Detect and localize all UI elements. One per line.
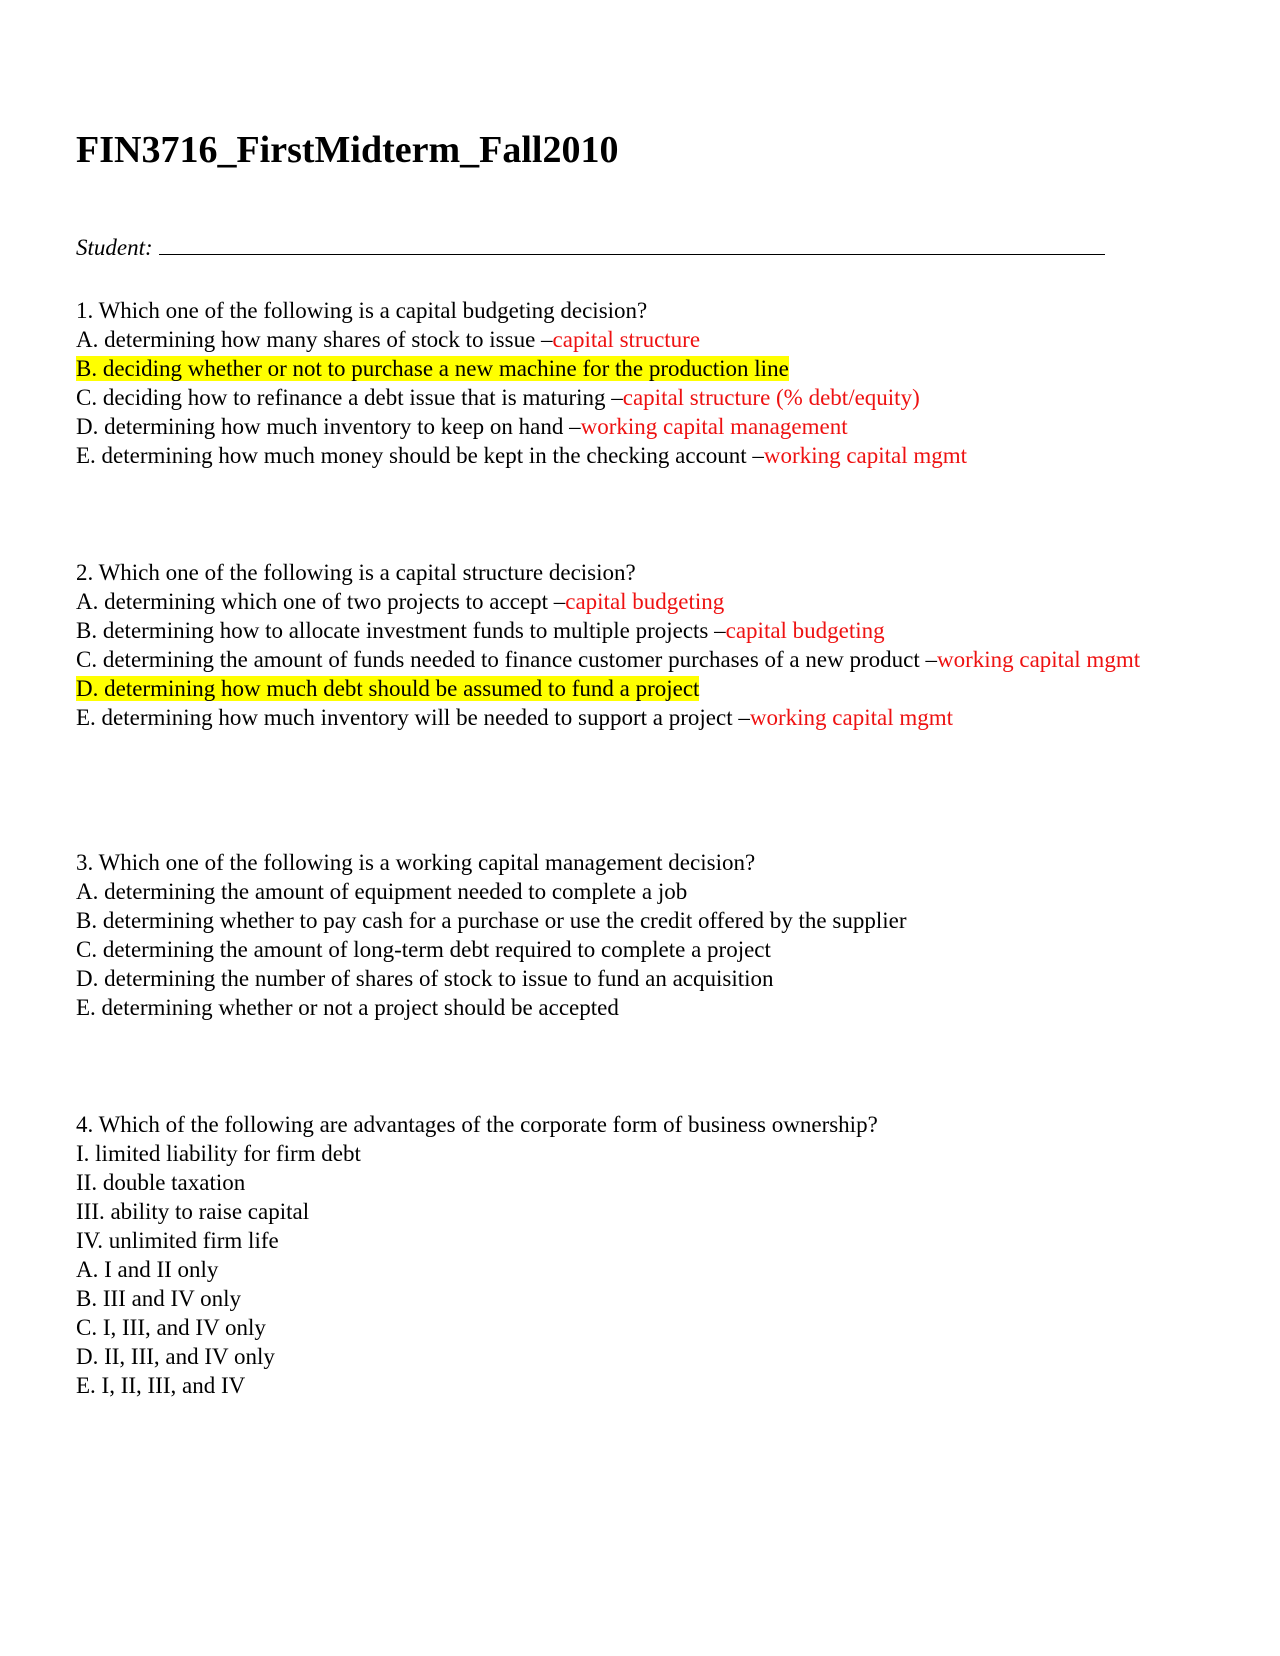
document-title: FIN3716_FirstMidterm_Fall2010 <box>76 129 619 171</box>
answer-annotation: capital structure <box>552 327 701 352</box>
answer-annotation: capital structure (% debt/equity) <box>622 385 920 410</box>
question-3 <box>76 848 1216 1022</box>
answer-option <box>76 412 1216 441</box>
answer-option <box>76 587 1216 616</box>
student-name-blank <box>159 232 1105 255</box>
statement: III. ability to raise capital <box>76 1199 310 1224</box>
option-text: D. determining how much inventory to keep on hand – <box>76 414 581 439</box>
answer-option: E. determining whether or not a project should be accepted <box>76 995 619 1020</box>
answer-option: C. I, III, and IV only <box>76 1315 266 1340</box>
question-stem: 2. Which one of the following is a capital structure decision? <box>76 560 636 585</box>
answer-annotation: capital budgeting <box>725 618 885 643</box>
answer-annotation: working capital management <box>580 414 848 439</box>
option-text: A. determining which one of two projects to accept – <box>76 589 566 614</box>
answer-option <box>76 645 1216 674</box>
statement: II. double taxation <box>76 1170 246 1195</box>
statement: I. limited liability for firm debt <box>76 1141 361 1166</box>
statement: IV. unlimited firm life <box>76 1228 279 1253</box>
answer-option <box>76 441 1216 470</box>
option-text: E. determining how much money should be kept in the checking account – <box>76 443 764 468</box>
question-stem: 1. Which one of the following is a capital budgeting decision? <box>76 298 648 323</box>
answer-option: D. II, III, and IV only <box>76 1344 275 1369</box>
answer-option: B. III and IV only <box>76 1286 242 1311</box>
answer-option <box>76 383 1216 412</box>
answer-option <box>76 703 1216 732</box>
student-name-line <box>76 232 1105 262</box>
answer-annotation: capital budgeting <box>565 589 725 614</box>
option-text: E. determining how much inventory will be needed to support a project – <box>76 705 750 730</box>
question-stem: 3. Which one of the following is a working capital management decision? <box>76 850 756 875</box>
answer-option: B. determining whether to pay cash for a purchase or use the credit offered by the supplier <box>76 908 907 933</box>
question-4 <box>76 1110 1216 1400</box>
option-text: A. determining how many shares of stock to issue – <box>76 327 553 352</box>
answer-annotation: working capital mgmt <box>763 443 968 468</box>
question-1 <box>76 296 1216 470</box>
option-text: C. determining the amount of funds needed to finance customer purchases of a new product – <box>76 647 937 672</box>
student-label: Student: <box>76 235 153 260</box>
answer-option <box>76 616 1216 645</box>
answer-option: E. I, II, III, and IV <box>76 1373 246 1398</box>
answer-option: D. determining the number of shares of stock to issue to fund an acquisition <box>76 966 774 991</box>
option-text: B. determining how to allocate investment funds to multiple projects – <box>76 618 726 643</box>
answer-option: A. I and II only <box>76 1257 219 1282</box>
highlighted-answer: B. deciding whether or not to purchase a new machine for the production line <box>76 356 789 381</box>
answer-option-correct <box>76 674 1216 703</box>
answer-option: A. determining the amount of equipment needed to complete a job <box>76 879 688 904</box>
answer-option <box>76 325 1216 354</box>
question-stem: 4. Which of the following are advantages of the corporate form of business ownership? <box>76 1112 878 1137</box>
highlighted-answer: D. determining how much debt should be assumed to fund a project <box>76 676 700 701</box>
answer-option: C. determining the amount of long-term debt required to complete a project <box>76 937 771 962</box>
answer-annotation: working capital mgmt <box>936 647 1141 672</box>
answer-annotation: working capital mgmt <box>749 705 954 730</box>
answer-option-correct <box>76 354 1216 383</box>
option-text: C. deciding how to refinance a debt issue that is maturing – <box>76 385 623 410</box>
question-2 <box>76 558 1216 732</box>
